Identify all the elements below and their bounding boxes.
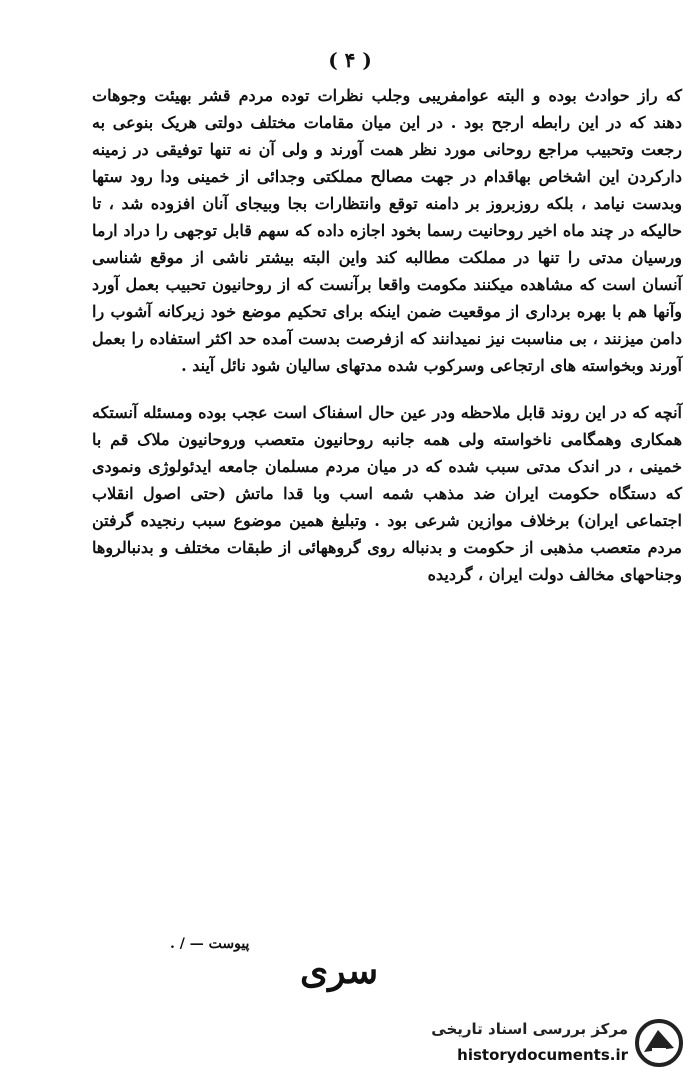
classification-mark: سری (300, 950, 379, 992)
archive-logo-icon (634, 1018, 684, 1068)
document-body (92, 82, 682, 604)
page-number: ( ۴ ) (328, 48, 372, 72)
archive-watermark (410, 1016, 690, 1072)
attachment-note: پیوست — / . (170, 936, 250, 952)
archive-url: historydocuments.ir (457, 1046, 628, 1064)
paragraph-2: آنچه که در این روند قابل ملاحظه ودر عین حال اسفناک است عجب بوده ومسئله آنستکه همکاری وهمگامی ناخواسته ولی همه جانبه روحانیون متعصب وروحانیون ملاک قم با خمینی ، در اندک مدتی سبب شده که در میان مردم مسلمان جامعه ایدئولوژی ونمودی که دستگاه حکومت ایران ضد مذهب شمه اسب وبا قدا ماتش (حتی اصول انقلاب اجتماعی ایران) برخلاف موازین شرعی بود . وتبلیغ همین موضوع سبب رنجیده گرفتن مردم متعصب مذهبی از حکومت و بدنباله روی گروههائی از طبقات مختلف و بدنبالروها وجناحهای مخالف دولت ایران ، گردیده (92, 403, 682, 584)
paragraph-1: که راز حوادث بوده و البته عوامفریبی وجلب نظرات توده مردم قشر بهیئت وجوهات دهند که در این رابطه ارجح بود . در این میان مقامات مختلف دولتی هریک بنوعی به رجعت وتحبیب مراجع روحانی مورد نظر همت آورند و ولی آن نه تنها توفیقی در زمینه دارکردن این اشخاص بهاقدام در جهت مصالح مملکتی وجدائی از خمینی ودا رود ستها وبدست نیامد ، بلکه روزبروز بر دامنه توقع وانتظارات بجا وبیجای آنان افزوده شد ، تا حالیکه در چند ماه اخیر روحانیت رسما بخود اجازه داده که سهم قابل توجهی را دراد ارما ورسیان مدتی را تنها در مملکت مطالبه کند واین البته بیشتر ناشی از موقع شناسی آنسان است که مشاهده میکنند مکومت واقعا برآنست که از روحانیون تحبیب بعمل آورد وآنها هم با بهره برداری از موقعیت ضمن اینکه برای تحکیم موضع خود زیرکانه آشوب را دامن میزنند ، بی مناسبت نیز نمیدانند که ازفرصت بدست آمده حد اکثر استفاده را بعمل آورند وبخواسته های ارتجاعی وسرکوب شده مدتهای سالیان شود نائل آیند . (92, 86, 683, 375)
archive-name: مرکز بررسی اسناد تاریخی (431, 1020, 628, 1038)
